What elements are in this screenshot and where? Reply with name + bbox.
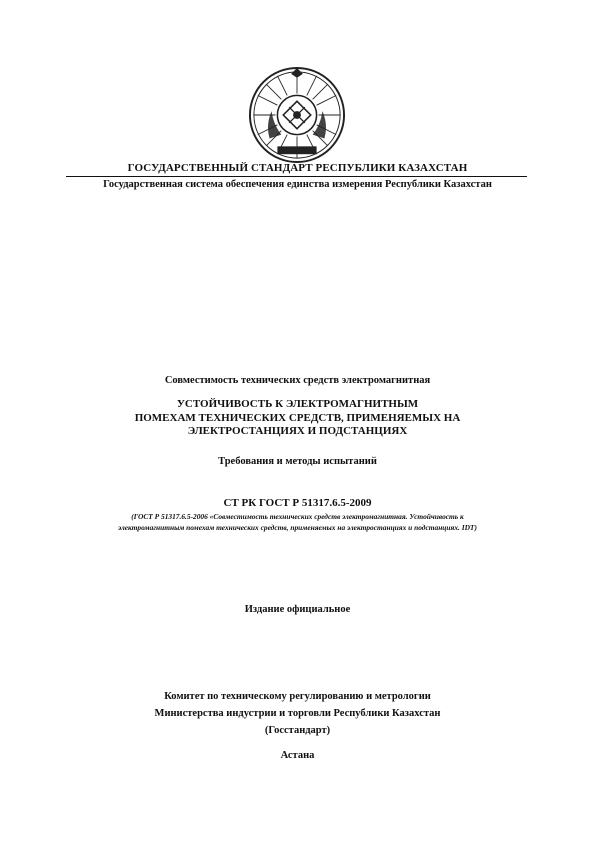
standard-title: ГОСУДАРСТВЕННЫЙ СТАНДАРТ РЕСПУБЛИКИ КАЗАХСТАН: [127, 162, 468, 174]
gost-reference-line: электромагнитным помехам технических средств, применяемых на электростанциях и подстанциях. IDT): [118, 523, 477, 532]
document-title-line: УСТОЙЧИВОСТЬ К ЭЛЕКТРОМАГНИТНЫМ: [176, 398, 419, 410]
standard-code: СТ РК ГОСТ Р 51317.6.5-2009: [223, 497, 372, 509]
publisher-line: Министерства индустрии и торговли Республики Казахстан: [154, 708, 441, 719]
publication-city: Астана: [280, 750, 315, 761]
edition-label: Издание официальное: [244, 604, 351, 615]
header-divider: [66, 176, 527, 177]
document-series: Совместимость технических средств электромагнитная: [164, 375, 431, 386]
document-title: [0, 398, 595, 439]
state-emblem-icon: [248, 66, 346, 164]
document-title-line: ЭЛЕКТРОСТАНЦИЯХ И ПОДСТАНЦИЯХ: [187, 425, 408, 437]
document-subtitle: Требования и методы испытаний: [218, 456, 377, 467]
system-title: Государственная система обеспечения единства измерения Республики Казахстан: [103, 179, 492, 190]
publisher-line: (Госстандарт): [264, 725, 331, 736]
document-title-line: ПОМЕХАМ ТЕХНИЧЕСКИХ СРЕДСТВ, ПРИМЕНЯЕМЫХ НА: [134, 411, 461, 424]
publisher-block: [0, 688, 595, 739]
gost-reference-line: (ГОСТ Р 51317.6.5-2006 «Совместимость технических средств электромагнитная. Устойчивость к: [131, 512, 464, 521]
gost-reference: [62, 511, 533, 533]
publisher-line: Комитет по техническому регулированию и метрологии: [164, 691, 431, 702]
